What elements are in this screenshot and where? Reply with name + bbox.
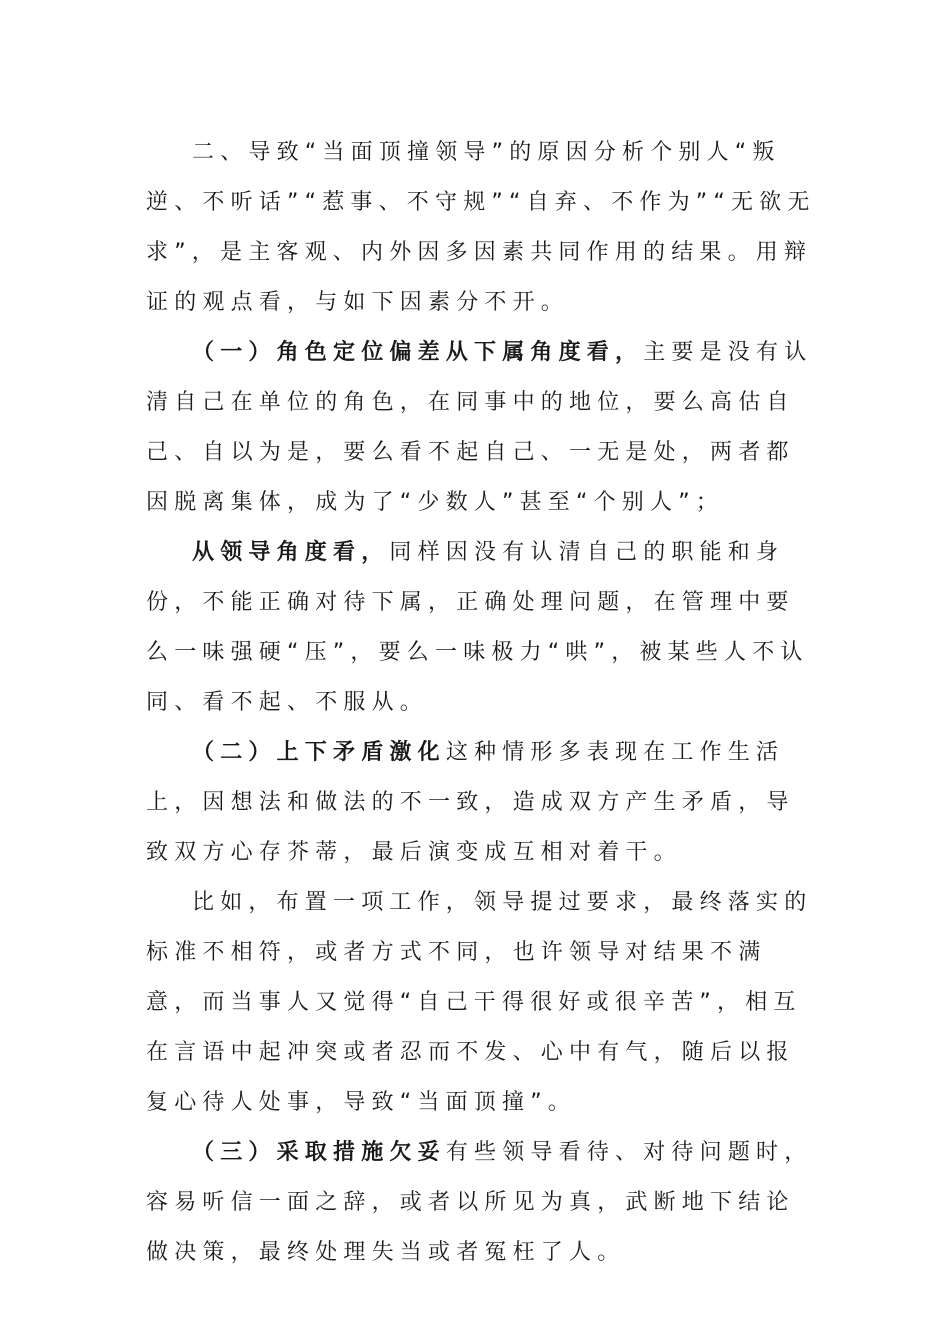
document-body	[146, 128, 816, 1278]
paragraph-lead: （三）采取措施欠妥	[192, 1140, 446, 1165]
paragraph-improper-measures	[146, 1128, 816, 1278]
paragraph-role-positioning	[146, 328, 816, 528]
paragraph-text: 主要是没有认清自己在单位的角色，在同事中的地位，要么高估自己、自以为是，要么看不起自己、一无是处，两者都因脱离集体，成为了“少数人”甚至“个别人”；	[146, 340, 813, 515]
paragraph-text: 同样因没有认清自己的职能和身份，不能正确对待下属，正确处理问题，在管理中要么一味强硬“压”，要么一味极力“哄”，被某些人不认同、看不起、不服从。	[146, 540, 809, 715]
paragraph-section-two-intro	[146, 128, 816, 328]
paragraph-conflict-escalation	[146, 728, 816, 878]
paragraph-example	[146, 878, 816, 1128]
paragraph-text: 比如，布置一项工作，领导提过要求，最终落实的标准不相符，或者方式不同，也许领导对结果不满意，而当事人又觉得“自己干得很好或很辛苦”，相互在言语中起冲突或者忍而不发、心中有气，随后以报复心待人处事，导致“当面顶撞”。	[146, 890, 813, 1115]
paragraph-lead: （二）上下矛盾激化	[192, 740, 446, 765]
paragraph-leader-perspective	[146, 528, 816, 728]
paragraph-text: 有些领导看待、对待问题时，容易听信一面之辞，或者以所见为真，武断地下结论做决策，最终处理失当或者冤枉了人。	[146, 1140, 813, 1265]
paragraph-lead: （一）角色定位偏差从下属角度看，	[192, 340, 644, 365]
paragraph-lead: 从领导角度看，	[192, 540, 390, 565]
paragraph-text: 二、导致“当面顶撞领导”的原因分析个别人“叛逆、不听话”“惹事、不守规”“自弃、不作为”“无欲无求”，是主客观、内外因多因素共同作用的结果。用辩证的观点看，与如下因素分不开。	[146, 140, 816, 315]
paragraph-text: 这种情形多表现在工作生活上，因想法和做法的不一致，造成双方产生矛盾，导致双方心存芥蒂，最后演变成互相对着干。	[146, 740, 795, 865]
